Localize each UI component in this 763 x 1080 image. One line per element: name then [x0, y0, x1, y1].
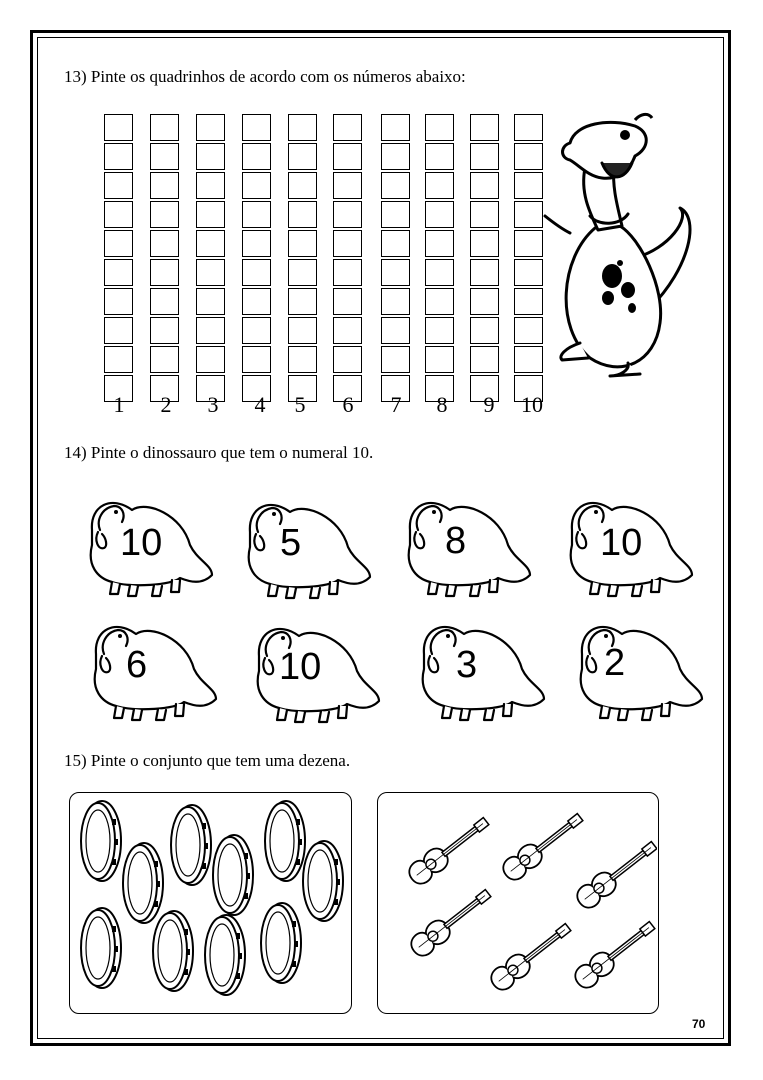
dinosaur-card[interactable] — [404, 614, 549, 732]
grid-square[interactable] — [104, 201, 133, 228]
grid-square[interactable] — [381, 317, 410, 344]
grid-square[interactable] — [288, 230, 317, 257]
grid-square[interactable] — [514, 114, 543, 141]
grid-square[interactable] — [381, 346, 410, 373]
column-number: 2 — [160, 392, 172, 417]
dinosaur-number: 5 — [280, 522, 302, 564]
column-number: 8 — [436, 392, 448, 417]
grid-square[interactable] — [470, 230, 499, 257]
grid-square[interactable] — [242, 230, 271, 257]
grid-square[interactable] — [425, 172, 454, 199]
column-number: 9 — [483, 392, 495, 417]
grid-square[interactable] — [470, 143, 499, 170]
grid-square[interactable] — [242, 114, 271, 141]
grid-square[interactable] — [470, 317, 499, 344]
grid-square[interactable] — [333, 259, 362, 286]
tambourine-icon — [261, 903, 301, 983]
grid-square[interactable] — [470, 288, 499, 315]
grid-square[interactable] — [333, 201, 362, 228]
tambourine-icon — [205, 915, 245, 995]
grid-square[interactable] — [150, 288, 179, 315]
grid-square[interactable] — [425, 259, 454, 286]
grid-square[interactable] — [196, 114, 225, 141]
grid-square[interactable] — [425, 288, 454, 315]
grid-square[interactable] — [104, 114, 133, 141]
grid-square[interactable] — [196, 230, 225, 257]
tambourine-set[interactable] — [69, 792, 352, 1014]
tambourine-icon — [153, 911, 193, 991]
grid-column-1 — [104, 114, 133, 404]
dinosaur-card[interactable] — [390, 490, 535, 608]
guitar-icon — [407, 884, 495, 960]
grid-square[interactable] — [425, 114, 454, 141]
tambourine-icon — [303, 841, 343, 921]
column-number: 3 — [207, 392, 219, 417]
guitar-icon — [571, 916, 657, 992]
grid-square[interactable] — [196, 201, 225, 228]
grid-square[interactable] — [333, 230, 362, 257]
grid-square[interactable] — [196, 259, 225, 286]
grid-square[interactable] — [333, 346, 362, 373]
grid-square[interactable] — [470, 114, 499, 141]
grid-square[interactable] — [150, 346, 179, 373]
dinosaur-number: 10 — [279, 646, 322, 688]
tambourine-icon — [213, 835, 253, 915]
dinosaur-card[interactable] — [239, 616, 384, 734]
grid-square[interactable] — [333, 172, 362, 199]
grid-square[interactable] — [470, 259, 499, 286]
dinosaur-card[interactable] — [72, 490, 217, 608]
grid-square[interactable] — [104, 143, 133, 170]
dinosaur-card[interactable] — [562, 614, 707, 732]
dinosaur-card[interactable] — [76, 614, 221, 732]
grid-square[interactable] — [288, 346, 317, 373]
dinosaur-icon — [76, 614, 221, 732]
grid-square[interactable] — [150, 114, 179, 141]
dinosaur-card[interactable] — [230, 492, 375, 610]
dinosaur-illustration — [540, 108, 705, 380]
grid-square[interactable] — [425, 201, 454, 228]
grid-column-10 — [514, 114, 543, 404]
grid-square[interactable] — [288, 172, 317, 199]
grid-square[interactable] — [288, 288, 317, 315]
guitar-set[interactable] — [377, 792, 659, 1014]
grid-square[interactable] — [150, 172, 179, 199]
grid-square[interactable] — [288, 317, 317, 344]
grid-square[interactable] — [242, 259, 271, 286]
column-number: 7 — [390, 392, 402, 417]
tambourine-icon — [265, 801, 305, 881]
guitar-icon — [487, 918, 575, 994]
dinosaur-number: 8 — [445, 520, 467, 562]
grid-square[interactable] — [425, 230, 454, 257]
grid-column-5 — [288, 114, 317, 404]
squares-grid — [104, 114, 544, 384]
guitars-drawing — [378, 793, 657, 1011]
grid-square[interactable] — [104, 259, 133, 286]
grid-square[interactable] — [288, 259, 317, 286]
grid-column-4 — [242, 114, 271, 404]
grid-square[interactable] — [514, 259, 543, 286]
dinosaur-icon — [230, 492, 375, 610]
grid-square[interactable] — [196, 143, 225, 170]
dinosaur-number: 2 — [604, 642, 626, 684]
grid-square[interactable] — [425, 317, 454, 344]
grid-square[interactable] — [288, 114, 317, 141]
column-number: 4 — [254, 392, 266, 417]
grid-square[interactable] — [150, 259, 179, 286]
grid-column-6 — [333, 114, 362, 404]
grid-column-7 — [381, 114, 410, 404]
grid-square[interactable] — [196, 288, 225, 315]
grid-square[interactable] — [242, 346, 271, 373]
dinosaur-number: 10 — [600, 522, 643, 564]
grid-square[interactable] — [425, 346, 454, 373]
grid-square[interactable] — [196, 172, 225, 199]
guitar-icon — [573, 836, 657, 912]
question-14-title: 14) Pinte o dinossauro que tem o numeral 10. — [64, 443, 374, 462]
dinosaur-number: 3 — [456, 644, 478, 686]
page-number: 70 — [692, 1017, 706, 1031]
guitar-icon — [499, 808, 587, 884]
grid-square[interactable] — [333, 317, 362, 344]
grid-square[interactable] — [381, 114, 410, 141]
grid-square[interactable] — [242, 172, 271, 199]
grid-square[interactable] — [514, 346, 543, 373]
grid-square[interactable] — [242, 201, 271, 228]
grid-square[interactable] — [514, 317, 543, 344]
grid-square[interactable] — [333, 114, 362, 141]
dinosaur-icon — [562, 614, 707, 732]
grid-square[interactable] — [104, 230, 133, 257]
grid-square[interactable] — [104, 346, 133, 373]
tambourine-icon — [171, 805, 211, 885]
dinosaur-card[interactable] — [552, 490, 697, 608]
grid-square[interactable] — [288, 143, 317, 170]
grid-square[interactable] — [104, 172, 133, 199]
grid-square[interactable] — [514, 143, 543, 170]
column-number: 10 — [521, 392, 543, 417]
tambourine-icon — [81, 908, 121, 988]
grid-column-8 — [425, 114, 454, 404]
question-13-title: 13) Pinte os quadrinhos de acordo com os números abaixo: — [64, 67, 466, 86]
tambourine-icon — [123, 843, 163, 923]
grid-square[interactable] — [470, 172, 499, 199]
column-number: 1 — [113, 392, 125, 417]
grid-square[interactable] — [514, 172, 543, 199]
grid-square[interactable] — [150, 143, 179, 170]
grid-square[interactable] — [242, 143, 271, 170]
dinosaur-number: 10 — [120, 522, 163, 564]
grid-square[interactable] — [333, 288, 362, 315]
grid-square[interactable] — [150, 201, 179, 228]
grid-column-3 — [196, 114, 225, 404]
grid-square[interactable] — [381, 259, 410, 286]
grid-square[interactable] — [242, 317, 271, 344]
tambourine-icon — [81, 801, 121, 881]
grid-square[interactable] — [381, 172, 410, 199]
grid-square[interactable] — [196, 317, 225, 344]
grid-square[interactable] — [514, 288, 543, 315]
grid-square[interactable] — [470, 346, 499, 373]
grid-square[interactable] — [425, 143, 454, 170]
grid-square[interactable] — [242, 288, 271, 315]
grid-square[interactable] — [150, 230, 179, 257]
grid-square[interactable] — [196, 346, 225, 373]
column-number: 6 — [342, 392, 354, 417]
grid-square[interactable] — [470, 201, 499, 228]
grid-square[interactable] — [381, 230, 410, 257]
grid-column-9 — [470, 114, 499, 404]
column-number: 5 — [294, 392, 306, 417]
guitar-icon — [405, 812, 493, 888]
grid-square[interactable] — [104, 317, 133, 344]
grid-square[interactable] — [381, 143, 410, 170]
grid-square[interactable] — [150, 317, 179, 344]
tambourines-drawing — [70, 793, 350, 1011]
grid-square[interactable] — [381, 201, 410, 228]
grid-square[interactable] — [333, 143, 362, 170]
grid-column-2 — [150, 114, 179, 404]
question-15-title: 15) Pinte o conjunto que tem uma dezena. — [64, 751, 351, 770]
grid-square[interactable] — [288, 201, 317, 228]
grid-square[interactable] — [381, 288, 410, 315]
grid-square[interactable] — [514, 201, 543, 228]
grid-square[interactable] — [104, 288, 133, 315]
dinosaur-number: 6 — [126, 644, 148, 686]
grid-square[interactable] — [514, 230, 543, 257]
